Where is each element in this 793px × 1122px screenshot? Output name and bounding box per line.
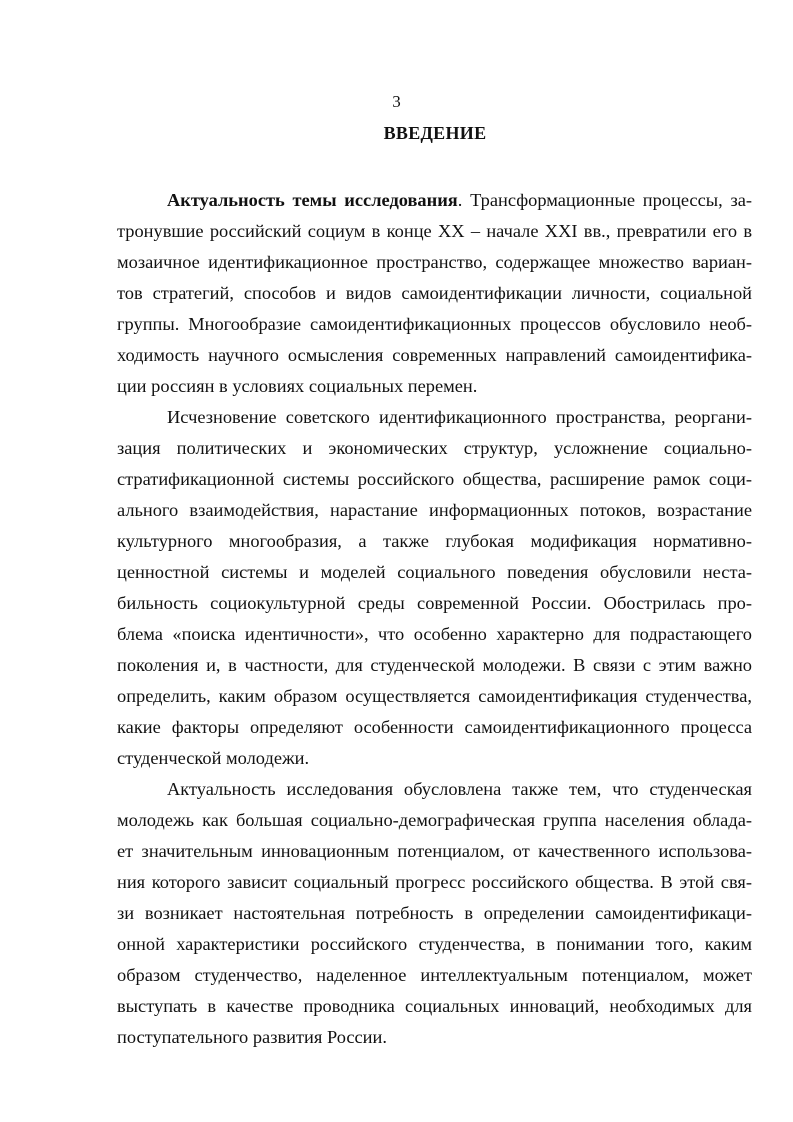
text-line: ции россиян в условиях социальных перемен. [117,376,478,396]
text-line: ценностной системы и моделей социального поведения обусловили неста- [117,562,752,582]
text-line: образом студенчество, наделенное интеллектуальным потенциалом, может [117,965,752,985]
text-line: тов стратегий, способов и видов самоидентификации личности, социальной [117,283,752,303]
text-line: определить, каким образом осуществляется самоидентификация студенчества, [117,686,752,706]
text-line: блема «поиска идентичности», что особенно характерно для подрастающего [117,624,752,644]
text-line: какие факторы определяют особенности самоидентификационного процесса [117,717,752,737]
topic-relevance-label: Актуальность темы исследования [167,190,458,210]
text-line: зация политических и экономических структур, усложнение социально- [117,438,752,458]
text-line: мозаичное идентификационное пространство, содержащее множество вариан- [117,252,752,272]
text-line: поколения и, в частности, для студенческой молодежи. В связи с этим важно [117,655,752,675]
paragraph-3-line-1: Актуальность исследования обусловлена также тем, что студенческая [167,779,752,799]
page-number: 3 [392,92,401,111]
text-line: стратификационной системы российского общества, расширение рамок соци- [117,469,752,489]
text-line: молодежь как большая социально-демографическая группа населения облада- [117,810,752,830]
text-line: культурного многообразия, а также глубокая модификация нормативно- [117,531,752,551]
text-line: тронувшие российский социум в конце XX – начале XXI вв., превратили его в [117,221,752,241]
text-line: онной характеристики российского студенчества, в понимании того, каким [117,934,752,954]
body-text [117,185,752,1053]
text-line: . Трансформационные процессы, за- [457,190,752,210]
text-line: группы. Многообразие самоидентификационных процессов обусловило необ- [117,314,752,334]
text-line: поступательного развития России. [117,1027,387,1047]
text-line: бильность социокультурной среды современной России. Обострилась про- [117,593,752,613]
text-line: ходимость научного осмысления современных направлений самоидентифика- [117,345,752,365]
text-line: ет значительным инновационным потенциалом, от качественного использова- [117,841,752,861]
text-line: выступать в качестве проводника социальных инноваций, необходимых для [117,996,752,1016]
section-heading: ВВЕДЕНИЕ [383,123,487,143]
text-line: ального взаимодействия, нарастание информационных потоков, возрастание [117,500,752,520]
paragraph-2-line-1: Исчезновение советского идентификационного пространства, реоргани- [167,407,752,427]
paragraph-1-line-1 [117,185,752,216]
text-line: ния которого зависит социальный прогресс российского общества. В этой свя- [117,872,752,892]
text-line: зи возникает настоятельная потребность в определении самоидентификаци- [117,903,752,923]
text-line: студенческой молодежи. [117,748,310,768]
